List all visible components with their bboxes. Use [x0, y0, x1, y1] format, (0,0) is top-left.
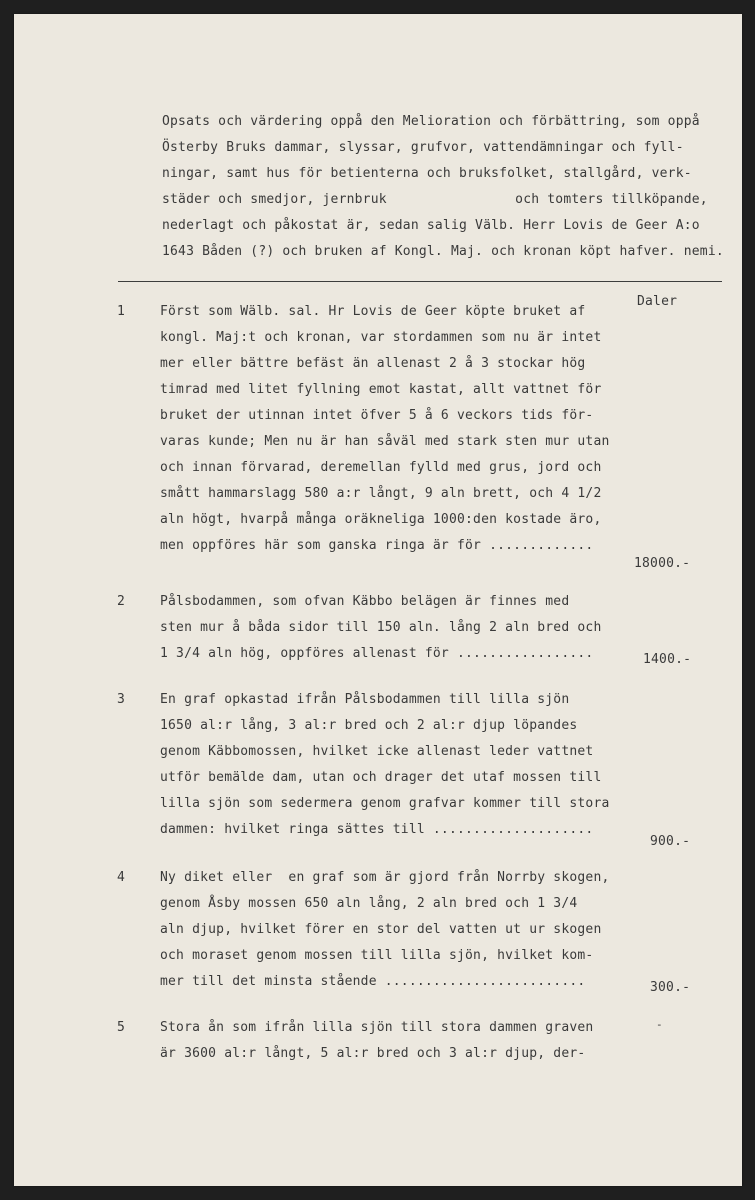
item-3-amount: 900.- [650, 834, 691, 849]
item-3-number: 3 [117, 692, 126, 707]
item-3-line-1: En graf opkastad ifrån Pålsbodammen till lilla sjön [160, 692, 570, 707]
item-1-line-9: aln högt, hvarpå många oräkneliga 1000:den kostade äro, [160, 512, 602, 527]
item-4-line-1: Ny diket eller en graf som är gjord från Norrby skogen, [160, 870, 610, 885]
item-2-line-3: 1 3/4 aln hög, oppföres allenast för ................. [160, 646, 594, 661]
item-4-line-4: och moraset genom mossen till lilla sjön, hvilket kom- [160, 948, 594, 963]
item-4-line-3: aln djup, hvilket förer en stor del vatten ut ur skogen [160, 922, 602, 937]
item-5-number: 5 [117, 1020, 126, 1035]
item-2-line-1: Pålsbodammen, som ofvan Käbbo belägen är finnes med [160, 594, 570, 609]
item-1-line-3: mer eller bättre befäst än allenast 2 å 3 stockar hög [160, 356, 586, 371]
item-3-line-6: dammen: hvilket ringa sättes till .................... [160, 822, 594, 837]
header-line-4: städer och smedjor, jernbruk och tomters tillköpande, [162, 192, 708, 207]
item-5-line-1: Stora ån som ifrån lilla sjön till stora dammen graven [160, 1020, 594, 1035]
item-1-line-5: bruket der utinnan intet öfver 5 å 6 veckors tids för- [160, 408, 594, 423]
item-4-number: 4 [117, 870, 126, 885]
item-3-line-2: 1650 al:r lång, 3 al:r bred och 2 al:r djup löpandes [160, 718, 578, 733]
item-1-number: 1 [117, 304, 126, 319]
item-4-amount: 300.- [650, 980, 691, 995]
divider-rule [118, 281, 722, 282]
item-1-line-10: men oppföres här som ganska ringa är för ............. [160, 538, 594, 553]
item-1-line-7: och innan förvarad, deremellan fylld med grus, jord och [160, 460, 602, 475]
item-1-line-6: varas kunde; Men nu är han såväl med stark sten mur utan [160, 434, 610, 449]
item-4-line-2: genom Åsby mossen 650 aln lång, 2 aln bred och 1 3/4 [160, 896, 578, 911]
item-1-line-8: smått hammarslagg 580 a:r långt, 9 aln brett, och 4 1/2 [160, 486, 602, 501]
item-2-amount: 1400.- [643, 652, 692, 667]
item-3-line-3: genom Käbbomossen, hvilket icke allenast leder vattnet [160, 744, 594, 759]
item-5-line-2: är 3600 al:r långt, 5 al:r bred och 3 al:r djup, der- [160, 1046, 586, 1061]
item-4-line-5: mer till det minsta stående ......................... [160, 974, 586, 989]
column-header-daler: Daler [637, 294, 678, 309]
item-2-number: 2 [117, 594, 126, 609]
header-line-5: nederlagt och påkostat är, sedan salig Välb. Herr Lovis de Geer A:o [162, 218, 700, 233]
header-line-2: Österby Bruks dammar, slyssar, grufvor, vattendämningar och fyll- [162, 140, 684, 155]
item-2-line-2: sten mur å båda sidor till 150 aln. lång 2 aln bred och [160, 620, 602, 635]
header-line-6: 1643 Båden (?) och bruken af Kongl. Maj. och kronan köpt hafver. nemi. [162, 244, 724, 259]
item-3-line-5: lilla sjön som sedermera genom grafvar kommer till stora [160, 796, 610, 811]
header-line-3: ningar, samt hus för betienterna och bruksfolket, stallgård, verk- [162, 166, 692, 181]
item-5-amount: - [656, 1018, 663, 1031]
header-line-1: Opsats och värdering oppå den Melioration och förbättring, som oppå [162, 114, 700, 129]
item-1-amount: 18000.- [634, 556, 691, 571]
item-1-line-2: kongl. Maj:t och kronan, var stordammen som nu är intet [160, 330, 602, 345]
item-1-line-1: Först som Wälb. sal. Hr Lovis de Geer köpte bruket af [160, 304, 586, 319]
item-1-line-4: timrad med litet fyllning emot kastat, allt vattnet för [160, 382, 602, 397]
item-3-line-4: utför bemälde dam, utan och drager det utaf mossen till [160, 770, 602, 785]
